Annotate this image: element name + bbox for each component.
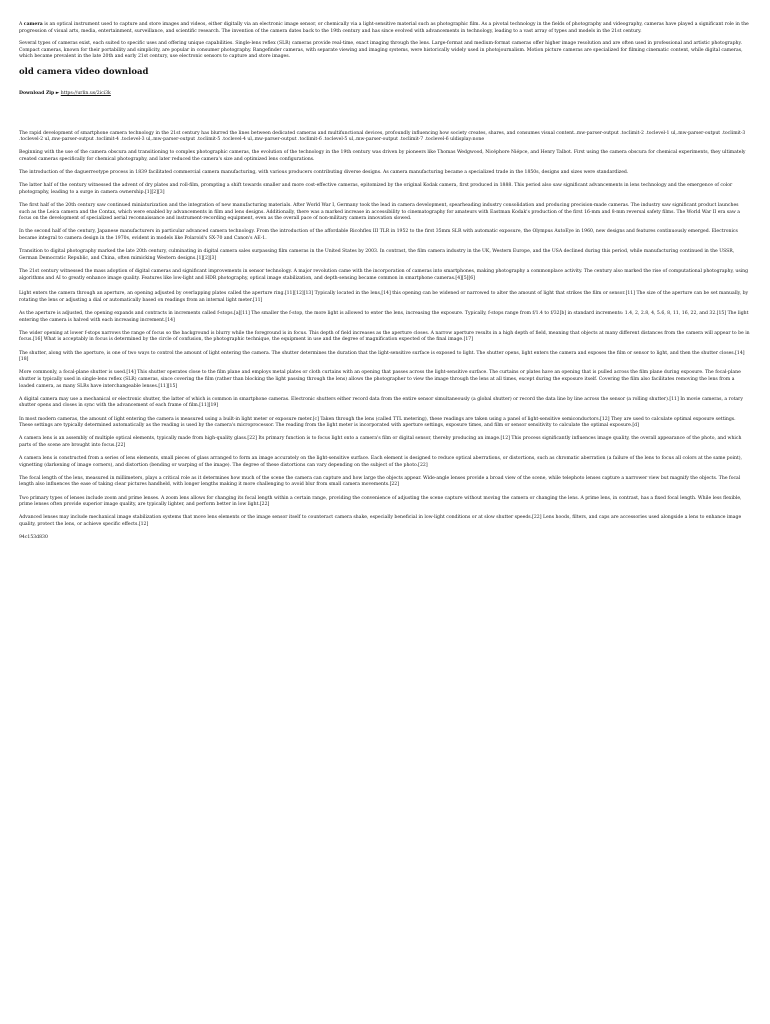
body-paragraph: Two primary types of lenses include zoom and prime lenses. A zoom lens allows for changing its focal length within a certain range, providing the convenience of adjusting the scene capture without moving the camera or changing the lens. A prime lens, in contrast, has a fixed focal length. While less flexible, prime lenses often provide superior image quality, are typically lighter, and perform better in low light.[22] bbox=[19, 495, 742, 508]
body-paragraph: In the second half of the century, Japanese manufacturers in particular advanced camera technology. From the introduction of the affordable Ricohflex III TLR in 1952 to the first 35mm SLR with automatic exposure, the Olympus AutoEye in 1960, new designs and features continuously emerged. Electronics became integral to camera design in the 1970s, evident in models like Polaroid's SX-70 and Canon's AE-1. bbox=[19, 229, 738, 242]
body-paragraph: The rapid development of smartphone camera technology in the 21st century has blurred the lines between dedicated cameras and multifunctional devices, profoundly influencing how society creates, shares, and consumes visual content..mw-parser-output .toclimit-2 .toclevel-1 ul,.mw-parser-output .toclimit-3 .toclevel-2 ul,.mw-parser-output .toclimit-4 .toclevel-3 ul,.mw-parser-output .toclimit-5 .toclevel-4 ul,.mw-parser-output .toclimit-6 .toclevel-5 ul,.mw-parser-output .toclimit-7 .toclevel-6 uldisplay:none bbox=[19, 130, 746, 143]
body-paragraph: A digital camera may use a mechanical or electronic shutter, the latter of which is common in smartphone cameras. Electronic shutters either record data from the entire sensor simultaneously (a global shutter) or record the data line by line across the sensor (a rolling shutter).[11] In movie cameras, a rotary shutter opens and closes in sync with the advancement of each frame of film.[11][19] bbox=[19, 396, 743, 409]
body-paragraph: The introduction of the daguerreotype process in 1839 facilitated commercial camera manufacturing, with various producers contributing diverse designs. As camera manufacturing became a specialized trade in the 1850s, designs and sizes were standardized. bbox=[19, 170, 629, 176]
body-paragraph: The shutter, along with the aperture, is one of two ways to control the amount of light entering the camera. The shutter determines the duration that the light-sensitive surface is exposed to light. The shutter opens, light enters the camera and exposes the film or sensor to light, and then the shutter closes.[14][18] bbox=[19, 350, 745, 363]
body-paragraph: Advanced lenses may include mechanical image stabilization systems that move lens elements or the image sensor itself to counteract camera shake, especially beneficial in low-light conditions or at slow shutter speeds.[22] Lens hoods, filters, and caps are accessories used alongside a lens to enhance image quality, protect the lens, or achieve specific effects.[12] bbox=[19, 515, 742, 527]
body-paragraph: In most modern cameras, the amount of light entering the camera is measured using a built-in light meter or exposure meter.[c] Taken through the lens (called TTL metering), these readings are taken using a panel of light-sensitive semiconductors.[12] They are used to calculate optimal exposure settings. These settings are typically determined automatically as the reading is used by the camera's microprocessor. The reading from the light meter is incorporated with aperture settings, exposure times, and film or sensor sensitivity to calculate the optimal exposure.[d] bbox=[19, 416, 736, 429]
download-zip-label: Download Zip bbox=[19, 90, 55, 96]
body-paragraph: Beginning with the use of the camera obscura and transitioning to complex photographic cameras, the evolution of the technology in the 19th century was driven by pioneers like Thomas Wedgwood, Nicéphore Niépce, and Henry Talbot. First using the camera obscura for chemical experiments, they ultimately created cameras specifically for chemical photography, and later reduced the camera's size and optimized lens configurations. bbox=[19, 150, 746, 162]
intro-paragraph-2: Several types of cameras exist, each suited to specific uses and offering unique capabilities. Single-lens reflex (SLR) cameras provide real-time, exact imaging through the lens. Large-format and medium-format cameras offer higher image resolution and are often used in professional and artistic photography. Compact cameras, known for their portability and simplicity, are popular in consumer photography. Rangefinder cameras, with separate viewing and imaging systems, were historically widely used in photojournalism. Motion picture cameras are specialized for filming cinematic content, while digital cameras, which became prevalent in the late 20th and early 21st century, use electronic sensors to capture and store images. bbox=[19, 41, 743, 60]
body-paragraph: A camera lens is an assembly of multiple optical elements, typically made from high-quality glass.[22] Its primary function is to focus light onto a camera's film or digital sensor, thereby producing an image.[12] This process significantly influences image quality, the overall appearance of the photo, and which parts of the scene are brought into focus.[22] bbox=[19, 436, 742, 448]
intro-paragraph-1: A camera is an optical instrument used to capture and store images and videos, either digitally via an electronic image sensor, or chemically via a light-sensitive material such as photographic film. As a pivotal technology in the fields of photography and videography, cameras have played a significant role in the progression of visual arts, media, entertainment, surveillance, and scientific research. The invention of the camera dates back to the 19th century and has since evolved with advancements in technology, leading to a vast array of types and models in the 21st century. bbox=[19, 22, 749, 34]
body-paragraph: A camera lens is constructed from a series of lens elements, small pieces of glass arranged to form an image accurately on the light-sensitive surface. Each element is designed to reduce optical aberrations, or distortions, such as chromatic aberration (a failure of the lens to focus all colors at the same point), vignetting (darkening of image corners), and distortion (bending or warping of the image). The degree of these distortions can vary depending on the subject of the photo.[22] bbox=[19, 456, 742, 468]
play-arrow-icon: ► bbox=[55, 90, 60, 96]
body-paragraph: The 21st century witnessed the mass adoption of digital cameras and significant improvements in sensor technology. A major revolution came with the incorporation of cameras into smartphones, making photography a commonplace activity. The century also marked the rise of computational photography, using algorithms and AI to greatly enhance image quality. Features like low-light and HDR photography, optical image stabilization, and depth-sensing became common in smartphone cameras.[4][5][6] bbox=[19, 269, 749, 281]
body-paragraph: Transition to digital photography marked the late 20th century, culminating in digital camera sales surpassing film cameras in the United States by 2003. In contrast, the film camera industry in the UK, Western Europe, and the USA declined during this period, while manufacturing continued in the USSR, German Democratic Republic, and China, often mimicking Western designs.[1][2][3] bbox=[19, 249, 735, 261]
body-paragraph: Light enters the camera through an aperture, an opening adjusted by overlapping plates called the aperture ring.[11][12][13] Typically located in the lens,[14] this opening can be widened or narrowed to alter the amount of light that strikes the film or sensor.[11] The size of the aperture can be set manually, by rotating the lens or adjusting a dial or automatically based on readings from an internal light meter.[11] bbox=[19, 291, 749, 303]
body-paragraph: More commonly, a focal-plane shutter is used.[14] This shutter operates close to the film plane and employs metal plates or cloth curtains with an opening that passes across the light-sensitive surface. The curtains or plates have an opening that is pulled across the film plane during exposure. The focal-plane shutter is typically used in single-lens reflex (SLR) cameras, since covering the film (rather than blocking the light passing through the lens) allows the photographer to view the image through the lens at all times, except during the exposure itself. Covering the film also facilitates removing the lens from a loaded camera, as many SLRs have interchangeable lenses.[11][15] bbox=[19, 370, 741, 389]
footer-code: 94c153d830 bbox=[19, 535, 48, 541]
body-paragraph: The wider opening at lower f-stops narrows the range of focus so the background is blurry while the foreground is in focus. This depth of field increases as the aperture closes. A narrow aperture results in a high depth of field, meaning that objects at many different distances from the camera will appear to be in focus.[16] What is acceptably in focus is determined by the circle of confusion, the photographic technique, the equipment in use and the degree of magnification expected of the final image.[17] bbox=[19, 330, 750, 343]
body-paragraph: The first half of the 20th century saw continued miniaturization and the integration of new manufacturing materials. After World War I, Germany took the lead in camera development, spearheading industry consolidation and producing precision-made cameras. The industry saw significant product launches such as the Leica camera and the Contax, which were enabled by advancements in film and lens designs. Additionally, there was a marked increase in accessibility to cinematography for amateurs with Eastman Kodak's production of the first 16-mm and 8-mm reversal safety films. The World War II era saw a focus on the development of specialized aerial reconnaissance and instrument-recording equipment, even as the overall pace of non-military camera innovation slowed. bbox=[19, 203, 741, 222]
body-paragraph: The focal length of the lens, measured in millimeters, plays a critical role as it determines how much of the scene the camera can capture and how large the objects appear. Wide-angle lenses provide a broad view of the scene, while telephoto lenses capture a narrower view but magnify the objects. The focal length also influences the ease of taking clear pictures handheld, with longer lengths making it more challenging to avoid blur from small camera movements.[22] bbox=[19, 475, 741, 488]
page-title: old camera video download bbox=[19, 66, 149, 77]
download-line bbox=[19, 91, 750, 98]
download-link[interactable]: https://urlin.us/2ici3k bbox=[60, 90, 111, 96]
camera-term: camera bbox=[23, 22, 43, 27]
body-paragraph: As the aperture is adjusted, the opening expands and contracts in increments called f-stops.[a][11] The smaller the f-stop, the more light is allowed to enter the lens, increasing the exposure. Typically, f-stops range from f/1.4 to f/32[b] in standard increments: 1.4, 2, 2.8, 4, 5.6, 8, 11, 16, 22, and 32.[15] The light entering the camera is halved with each increasing increment.[14] bbox=[19, 311, 749, 323]
article-body bbox=[19, 131, 750, 529]
body-paragraph: The latter half of the century witnessed the advent of dry plates and roll-film, prompting a shift towards smaller and more cost-effective cameras, epitomized by the original Kodak camera, first produced in 1888. This period also saw significant advancements in lens technology and the emergence of color photography, leading to a surge in camera ownership.[1][2][3] bbox=[19, 183, 733, 195]
